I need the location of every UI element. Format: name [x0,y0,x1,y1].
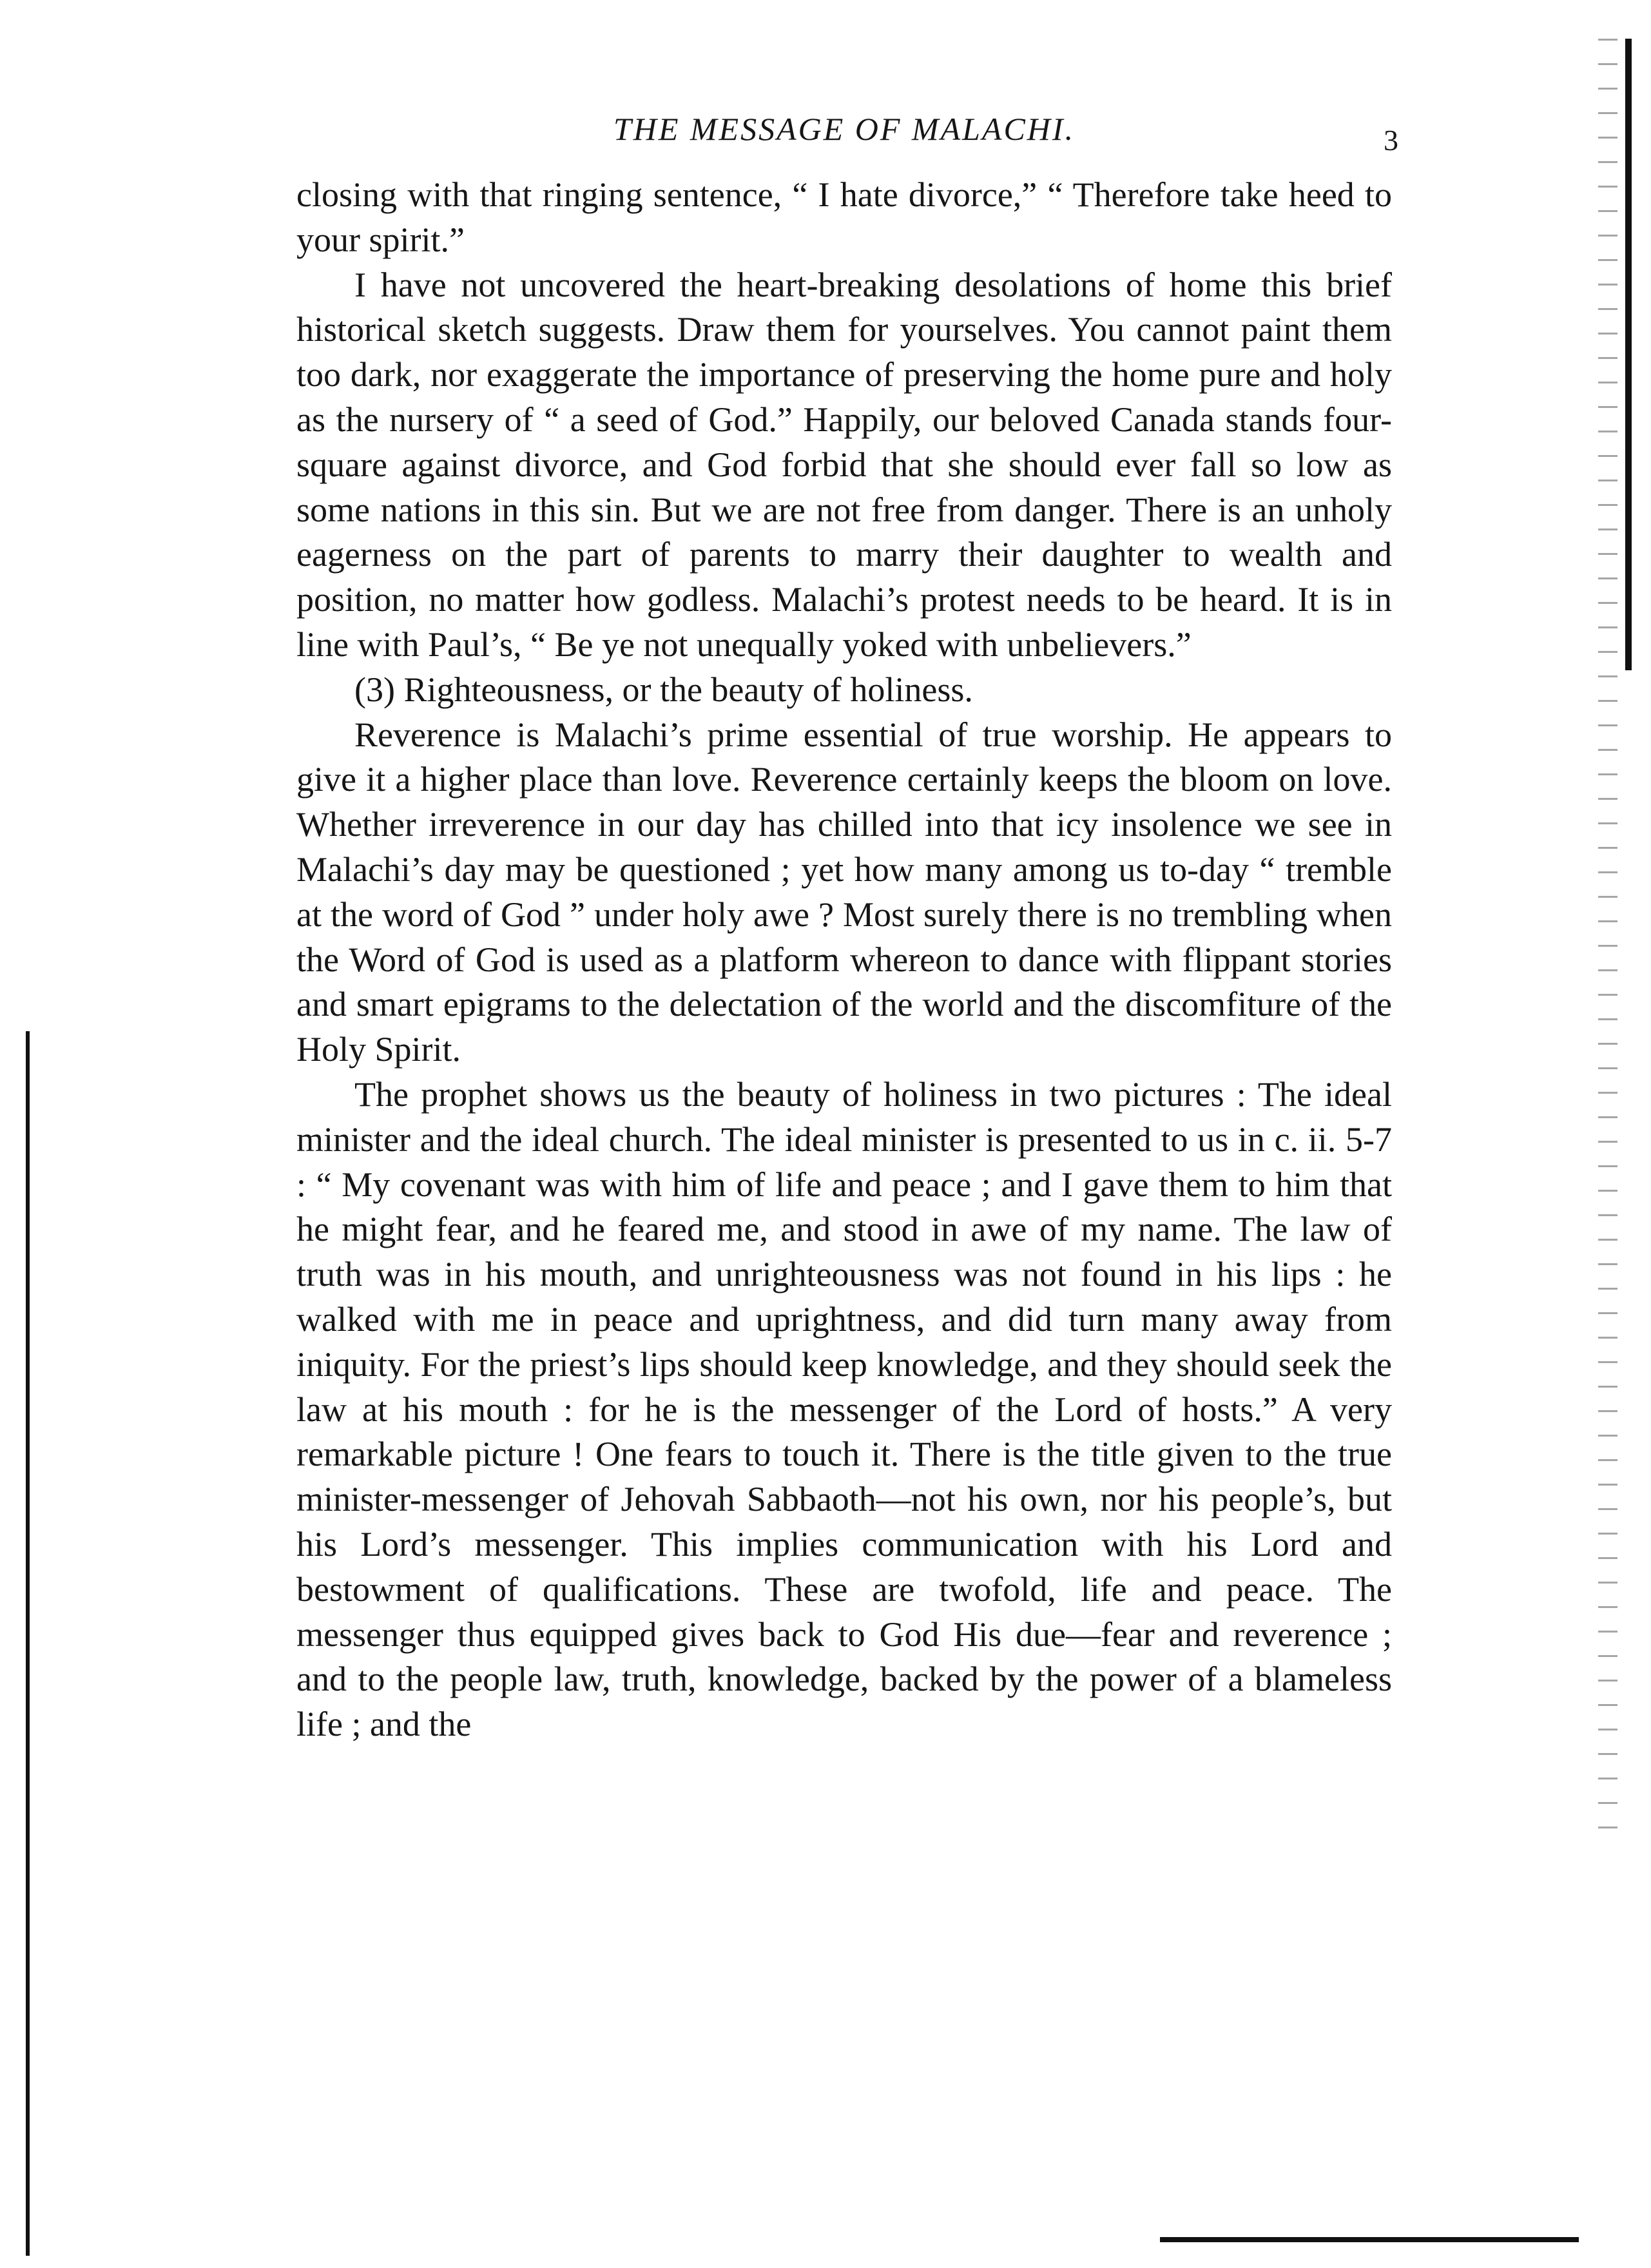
scan-edge-right [1625,39,1632,670]
section-heading-righteousness: (3) Righteousness, or the beauty of holiness. [354,670,973,709]
paragraph-reverence: Reverence is Malachi’s prime essential of true worship. He appears to give it a higher place than love. Reverence certainly keeps the bloom on love. Whether irreverence in our day has chilled into that icy insolence we see in Malachi’s day may be questioned ; yet how many among us to-day “ tremble at the word of God ” under holy awe ? Most surely there is no trembling when the Word of God is used as a platform whereon to dance with flippant stories and smart epigrams to the delectation of the world and the discomfiture of the Holy Spirit. [296,715,1392,1069]
paragraph-ideal-minister: The prophet shows us the beauty of holiness in two pictures : The ideal minister and the ideal church. The ideal minister is presented to us in c. ii. 5-7 : “ My covenant was with him of life and peace ; and I gave them to him that he might fear, and he feared me, and stood in awe of my name. The law of truth was in his mouth, and unrighteousness was not found in his lips : he walked with me in peace and uprightness, and did turn many away from iniquity. For the priest’s lips should keep knowledge, and they should seek the law at his mouth : for he is the messenger of the Lord of hosts.” A very remarkable picture ! One fears to touch it. There is the title given to the true minister-messenger of Jehovah Sabbaoth—not his own, nor his people’s, but his Lord’s messenger. This implies communication with his Lord and bestowment of qualifications. These are twofold, life and peace. The messenger thus equipped gives back to God His due—fear and reverence ; and to the people law, truth, knowledge, backed by the power of a blameless life ; and the [296,1074,1392,1744]
running-title: THE MESSAGE OF MALACHI. [613,111,1076,147]
page-number: 3 [1384,124,1398,157]
body-text [296,173,1392,1747]
bottom-rule [1160,2237,1579,2242]
running-head [296,103,1398,157]
scan-specks [1598,39,1617,1843]
paragraph-continuation: closing with that ringing sentence, “ I hate divorce,” “ Therefore take heed to your spirit.” [296,175,1392,259]
paragraph-divorce: I have not uncovered the heart-breaking desolations of home this brief historical sketch suggests. Draw them for yourselves. You cannot paint them too dark, nor exaggerate the importance of preserving the home pure and holy as the nursery of “ a seed of God.” Happily, our beloved Canada stands four-square against divorce, and God forbid that she should ever fall so low as some nations in this sin. But we are not free from danger. There is an unholy eagerness on the part of parents to marry their daughter to wealth and position, no matter how godless. Malachi’s protest needs to be heard. It is in line with Paul’s, “ Be ye not unequally yoked with unbelievers.” [296,265,1392,664]
scan-edge-left [26,1031,30,2256]
